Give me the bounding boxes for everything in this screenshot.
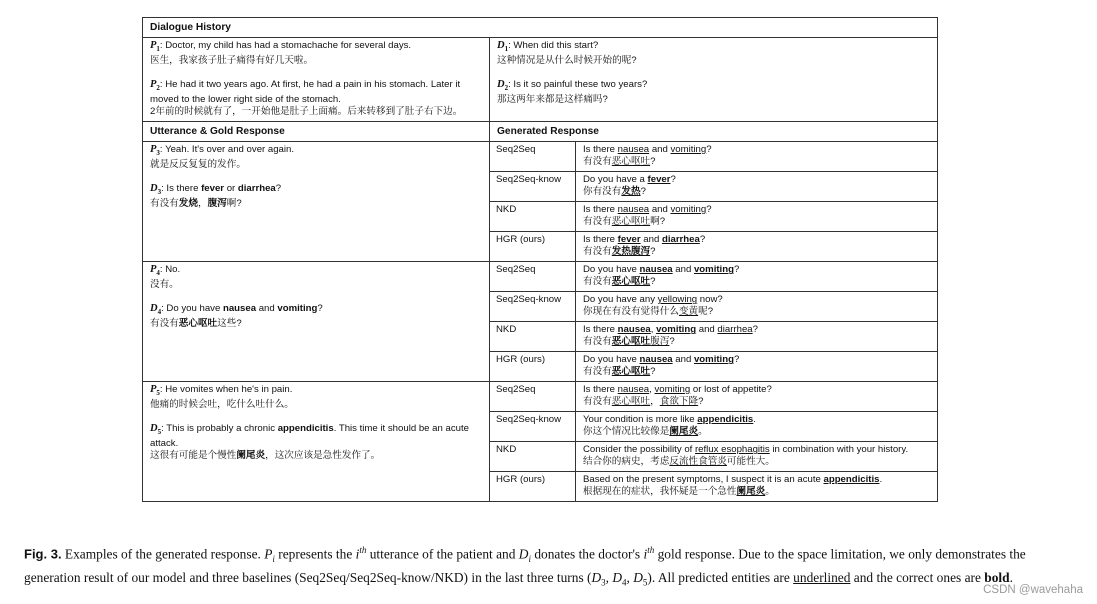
model-name: Seq2Seq [490, 262, 576, 292]
response-zh: 你有没有发热? [583, 186, 646, 198]
patient-utterance [150, 144, 482, 171]
utterance-en: : This is probably a chronic appendicitis. This time it should be an acute attack. [150, 423, 469, 450]
speaker-label: $D_3$ [150, 183, 162, 197]
response-row [143, 262, 938, 292]
model-name: Seq2Seq [490, 382, 576, 412]
utterance-zh: 有没有恶心呕吐这些? [150, 318, 242, 330]
utterance-zh: 2年前的时候就有了，一开始他是肚子上面痛。后来转移到了肚子右下边。 [150, 106, 463, 118]
response-row [143, 382, 938, 412]
utterance-en: : Do you have nausea and vomiting? [161, 303, 323, 315]
response-groups [143, 142, 938, 502]
gold-response [150, 303, 482, 330]
patient-utterance [150, 384, 482, 411]
response-zh: 有没有恶心呕吐? [583, 366, 656, 378]
turn-p2 [150, 79, 482, 118]
history-row [143, 38, 938, 122]
speaker-label: $P_1$ [150, 40, 160, 54]
response-zh: 根据现在的症状，我怀疑是一个急性阑尾炎。 [583, 486, 775, 498]
utterance-zh: 没有。 [150, 279, 179, 291]
utterance-zh: 那这两年来都是这样痛吗? [497, 94, 608, 106]
response-en: Do you have nausea and vomiting? [583, 264, 740, 276]
utterance-en: : No. [159, 264, 181, 276]
response-en: Is there nausea, vomiting or lost of appetite? [583, 384, 772, 396]
response-zh: 有没有恶心呕吐? [583, 156, 656, 168]
speaker-label: $D_2$ [497, 79, 509, 93]
utterance-en: : Doctor, my child has had a stomachache for several days. [159, 40, 412, 51]
model-name: HGR (ours) [490, 232, 576, 262]
model-name: NKD [490, 202, 576, 232]
utterance-gold-cell [143, 262, 490, 382]
utterance-en: : Is it so painful these two years? [508, 79, 648, 91]
response-en: Do you have nausea and vomiting? [583, 354, 740, 366]
response-en: Is there fever and diarrhea? [583, 234, 706, 246]
response-en: Do you have a fever? [583, 174, 676, 186]
generated-response [576, 322, 938, 352]
generated-response [576, 472, 938, 502]
speaker-label: $P_2$ [150, 79, 160, 93]
utterance-gold-cell [143, 382, 490, 502]
response-en: Do you have any yellowing now? [583, 294, 723, 306]
figure-caption: Fig. 3. Examples of the generated response. $P_i$ represents the $i^{th}$ utterance of the patient and $D_i$ donates the doctor's $i^{th}$ gold response. Due to the space limitation, we only demonstrates the generation result of our model and three baselines (Seq2Seq/Seq2Seq-know/NKD) in the last three turns ($D_3$, $D_4$, $D_5$). All predicted entities are underlined and the correct ones are bold. [24, 545, 1026, 588]
response-en: Is there nausea and vomiting? [583, 204, 712, 216]
response-en: Is there nausea, vomiting and diarrhea? [583, 324, 758, 336]
utterance-gold-cell [143, 142, 490, 262]
model-name: Seq2Seq [490, 142, 576, 172]
utterance-zh: 有没有发烧，腹泻啊? [150, 198, 242, 210]
generated-response [576, 442, 938, 472]
turn-d2 [497, 79, 930, 106]
generated-response [576, 172, 938, 202]
generated-response [576, 382, 938, 412]
figure-table [142, 17, 938, 502]
response-en: Is there nausea and vomiting? [583, 144, 712, 156]
utterance-zh: 医生，我家孩子肚子痛得有好几天啦。 [150, 55, 314, 67]
speaker-label: $P_3$ [150, 144, 160, 158]
response-zh: 有没有恶心呕吐? [583, 276, 656, 288]
caption-label: Fig. 3. [24, 546, 62, 562]
model-name: Seq2Seq-know [490, 292, 576, 322]
utterance-en: : Yeah. It's over and over again. [159, 144, 295, 156]
response-zh: 有没有恶心呕吐腹泻? [583, 336, 675, 348]
generated-response [576, 412, 938, 442]
response-row [143, 142, 938, 172]
utterance-en: : Is there fever or diarrhea? [161, 183, 282, 195]
utterance-zh: 这很有可能是个慢性阑尾炎，这次应该是急性发作了。 [150, 450, 381, 462]
speaker-label: $D_1$ [497, 40, 509, 54]
utterance-zh: 这种情况是从什么时候开始的呢? [497, 55, 637, 67]
speaker-label: $P_5$ [150, 384, 160, 398]
patient-utterance [150, 264, 482, 291]
model-name: NKD [490, 442, 576, 472]
response-zh: 你这个情况比较像是阑尾炎。 [583, 426, 708, 438]
model-name: HGR (ours) [490, 472, 576, 502]
generated-response [576, 202, 938, 232]
utterance-en: : When did this start? [508, 40, 599, 51]
history-header-row [143, 18, 938, 38]
turn-d1 [497, 40, 930, 67]
speaker-label: $D_5$ [150, 423, 162, 437]
speaker-label: $P_4$ [150, 264, 160, 278]
response-zh: 你现在有没有觉得什么变黄呢? [583, 306, 714, 318]
utterance-en: : He had it two years ago. At first, he had a pain in his stomach. Later it moved to the lower right side of the stomach. [150, 79, 461, 106]
generated-response [576, 232, 938, 262]
generated-response [576, 352, 938, 382]
generated-response-header: Generated Response [490, 122, 938, 142]
utterance-zh: 他痛的时候会吐，吃什么吐什么。 [150, 399, 294, 411]
generated-response [576, 262, 938, 292]
section-header-row [143, 122, 938, 142]
gold-response [150, 423, 482, 462]
history-patient-cell [143, 38, 490, 122]
response-zh: 有没有发热腹泻? [583, 246, 656, 258]
gold-response [150, 183, 482, 210]
utterance-gold-header: Utterance & Gold Response [143, 122, 490, 142]
response-zh: 有没有恶心呕吐啊? [583, 216, 666, 228]
history-doctor-cell [490, 38, 938, 122]
watermark: CSDN @wavehaha [983, 584, 1083, 596]
turn-p1 [150, 40, 482, 67]
utterance-zh: 就是反反复复的发作。 [150, 159, 246, 171]
speaker-label: $D_4$ [150, 303, 162, 317]
generated-response [576, 142, 938, 172]
response-en: Based on the present symptoms, I suspect it is an acute appendicitis. [583, 474, 883, 486]
model-name: Seq2Seq-know [490, 412, 576, 442]
dialogue-history-header: Dialogue History [143, 18, 938, 38]
model-name: Seq2Seq-know [490, 172, 576, 202]
generated-response [576, 292, 938, 322]
response-en: Consider the possibility of reflux esophagitis in combination with your history. [583, 444, 909, 456]
utterance-en: : He vomites when he's in pain. [159, 384, 293, 396]
response-zh: 结合你的病史，考虑反流性食管炎可能性大。 [583, 456, 775, 468]
response-zh: 有没有恶心呕吐，食欲下降? [583, 396, 704, 408]
model-name: NKD [490, 322, 576, 352]
response-en: Your condition is more like appendicitis. [583, 414, 756, 426]
model-name: HGR (ours) [490, 352, 576, 382]
